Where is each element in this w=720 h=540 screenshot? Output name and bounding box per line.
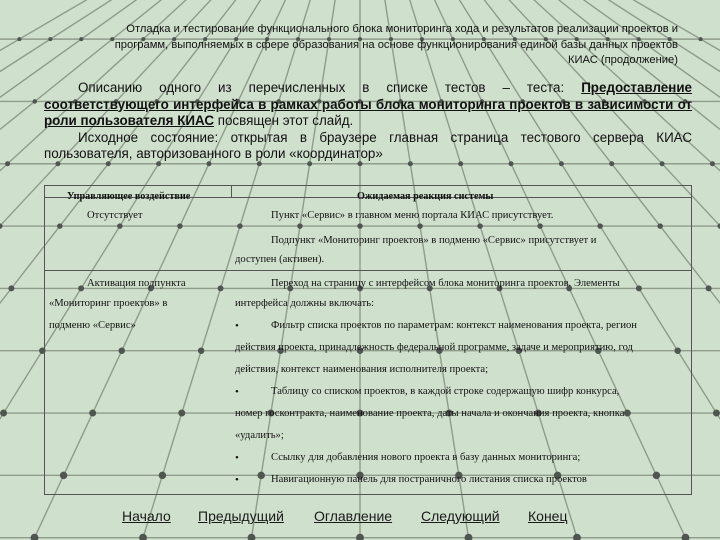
bullet-filter-line2: действия проекта, принадлежность федеральной программе, задаче и мероприятию, год — [235, 342, 633, 353]
intro-prefix: Описанию одного из перечисленных в списке тестов – теста: — [78, 80, 582, 95]
row1-reaction-line3: доступен (активен). — [235, 254, 325, 265]
col-header-action: Управляющее воздействие — [67, 191, 191, 202]
intro-lead: Предоставление соответствующего интерфейса в рамках работы блока мониторинга проектов в зависимости от роли пользователя КИАС — [44, 80, 692, 128]
intro-text — [44, 80, 692, 163]
nav-previous-link[interactable]: Предыдущий — [198, 508, 284, 524]
bullet-projects-table: • Таблицу со списком проектов, в каждой строке содержащую шифр конкурса, — [271, 386, 619, 397]
row1-action: Отсутствует — [87, 210, 143, 221]
header-divider — [231, 186, 232, 197]
row2-action-line1: Активация подпункта — [87, 278, 186, 289]
slide-navigation — [0, 508, 720, 528]
bullet-filter-line3: действия, контекст наименования исполнителя проекта; — [235, 364, 489, 375]
bullet-nav-panel: • Навигационную панель для постраничного листания списка проектов — [271, 474, 587, 485]
row2-reaction-line2: интерфейса должны включать: — [235, 298, 375, 309]
col-header-reaction: Ожидаемая реакция системы — [357, 191, 494, 202]
bullet-add-link: • Ссылку для добавления нового проекта в базу данных мониторинга; — [271, 452, 580, 463]
row2-reaction-line1: Переход на страницу с интерфейсом блока мониторинга проектов. Элементы — [271, 278, 620, 289]
intro-paragraph — [44, 80, 692, 130]
nav-contents-link[interactable]: Оглавление — [314, 508, 393, 524]
bullet-filter: • Фильтр списка проектов по параметрам: контекст наименования проекта, регион — [271, 320, 637, 331]
bullet-projects-table-line2: номер госконтракта, наименование проекта, даты начала и окончания проекта, кнопка — [235, 408, 625, 419]
initial-state-paragraph: Исходное состояние: открытая в браузере главная страница тестового сервера КИАС пользователя, авторизованного в роли «координатор» — [44, 129, 692, 161]
nav-start-link[interactable]: Начало — [122, 508, 171, 524]
bullet-projects-table-line3: «удалить»; — [235, 430, 284, 441]
intro-suffix: посвящен этот слайд. — [214, 113, 354, 128]
nav-end-link[interactable]: Конец — [528, 508, 568, 524]
row2-action-line3: подменю «Сервис» — [49, 320, 136, 331]
row1-reaction-line1: Пункт «Сервис» в главном меню портала КИАС присутствует. — [271, 210, 554, 221]
slide-title — [60, 22, 678, 69]
title-line-1: Отладка и тестирование функционального блока мониторинга хода и результатов реализации проектов и — [126, 23, 678, 35]
title-line-2: программ, выполняемых в сфере образования на основе функционирования единой базы данных проектов — [114, 38, 678, 51]
row1-reaction-line2: Подпункт «Мониторинг проектов» в подменю «Сервис» присутствует и — [271, 235, 597, 246]
title-line-3: КИАС (продолжение) — [567, 54, 678, 66]
test-table — [44, 185, 692, 495]
row-divider — [45, 270, 691, 271]
nav-next-link[interactable]: Следующий — [421, 508, 500, 524]
row2-action-line2: «Мониторинг проектов» в — [49, 298, 168, 309]
